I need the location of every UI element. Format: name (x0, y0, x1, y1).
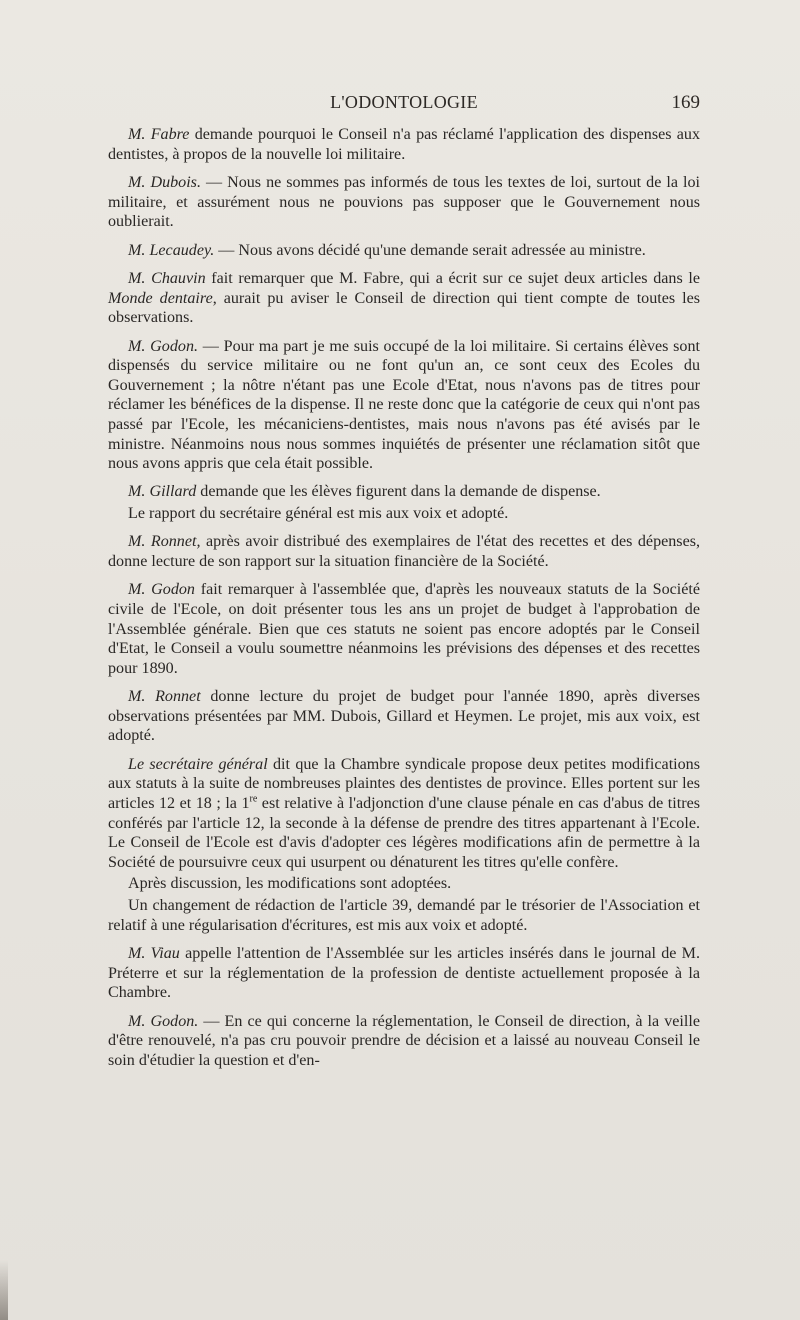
paragraph-text: — En ce qui concerne la réglementation, le Conseil de direction, à la veille d'être renouvelé, n'a pas cru pouvoir prendre de décision et a laissé au nouveau Conseil le soin d'étudier la question et d'en- (108, 1012, 700, 1069)
paragraph-ronnet-1 (108, 532, 700, 571)
paragraph-gillard (108, 482, 700, 502)
speaker-name: M. Fabre (128, 126, 190, 143)
paragraph-text: dit que la Chambre syndicale propose deux petites modifications aux statuts à la suite de nombreuses plaintes des dentistes de province. Elles portent sur les articles 12 et 18 ; la 1 (108, 755, 700, 812)
speaker-name: M. Lecaudey. (128, 241, 215, 259)
superscript: re (249, 793, 258, 805)
paragraph-text: — Pour ma part je me suis occupé de la loi militaire. Si certains élèves sont dispensés du service militaire ou ne font qu'un an, ce sont ceux des Ecoles du Gouvernement ; la nôtre n'étant pas une Ecole d'Etat, nous n'avons pas de titres pour réclamer les bénéfices de la dispense. Il ne reste donc que la catégorie de ceux qui n'ont pas passé par l'Ecole, les mécaniciens-dentistes, mais nous n'avons pas été avisés par le ministre. Néanmoins nous nous sommes inquiétés de présenter une réclamation sitôt que nous avons appris que cela était possible. (108, 337, 700, 473)
paragraph-text: après avoir distribué des exemplaires de l'état des recettes et des dépenses, donne lecture de son rapport sur la situation financière de la Société. (108, 533, 701, 571)
paragraph-text: fait remarquer à l'assemblée que, d'après les nouveaux statuts de la Société civile de l'Ecole, on doit présenter tous les ans un projet de budget à l'approbation de l'Assemblée générale. Bien que ces statuts ne soient pas encore adoptés par le Conseil d'Etat, le Conseil a voulu soumettre néanmoins les prévisions des dépenses et des recettes pour 1890. (108, 581, 700, 677)
speaker-name: M. Godon. (128, 1012, 199, 1030)
speaker-name: M. Godon. (128, 337, 199, 355)
paragraph-fabre (108, 125, 700, 164)
speaker-name: M. Ronnet (128, 688, 201, 706)
paragraph-godon-1 (108, 337, 700, 474)
paragraph-text: Après discussion, les modifications sont adoptées. (128, 875, 452, 893)
speaker-name: M. Chauvin (128, 269, 206, 287)
paragraph-godon-2 (108, 580, 700, 678)
speaker-name: M. Dubois. (128, 173, 201, 191)
paragraph-text: donne lecture du projet de budget pour l'année 1890, après diverses observations présentées par MM. Dubois, Gillard et Heymen. Le projet, mis aux voix, est adopté. (108, 688, 700, 745)
paragraph-dubois (108, 173, 700, 232)
paragraph-text: appelle l'attention de l'Assemblée sur les articles insérés dans le journal de M. Préterre et sur la réglementation de la profession de dentiste actuellement proposée à la Chambre. (108, 944, 700, 1002)
paragraph-rapport (108, 504, 700, 524)
paragraph-text: — Nous ne sommes pas informés de tous les textes de loi, surtout de la loi militaire, et assurément nous ne pouvions pas supposer que le Gouvernement nous oublierait. (108, 173, 700, 231)
paragraph-godon-3 (108, 1012, 700, 1071)
paragraph-ronnet-2 (108, 687, 700, 746)
paragraph-lecaudey (108, 241, 700, 261)
speaker-name: M. Gillard (128, 483, 197, 501)
body-text (108, 125, 700, 1079)
paragraph-text: Un changement de rédaction de l'article 39, demandé par le trésorier de l'Association et relatif à une régularisation d'écritures, est mis aux voix et adopté. (108, 896, 700, 934)
paragraph-secretaire (108, 755, 700, 873)
paragraph-text: — Nous avons décidé qu'une demande serait adressée au ministre. (214, 241, 646, 259)
paragraph-viau (108, 944, 700, 1003)
speaker-name: M. Godon (128, 581, 195, 599)
paragraph-text: fait remarquer que M. Fabre, qui a écrit sur ce sujet deux articles dans le (205, 269, 700, 287)
running-head (108, 92, 700, 116)
page-edge-shadow (0, 1260, 8, 1320)
paragraph-text: , aurait pu aviser le Conseil de direction qui tient compte de toutes les observations. (108, 289, 700, 327)
paragraph-article-39 (108, 896, 700, 935)
speaker-name: M. Viau (128, 944, 180, 962)
speaker-name: M. Ronnet, (128, 533, 201, 551)
paragraph-text: Le rapport du secrétaire général est mis aux voix et adopté. (128, 505, 509, 523)
paragraph-chauvin (108, 269, 700, 328)
journal-title: Monde dentaire (108, 289, 213, 307)
paragraph-text: demande pourquoi le Conseil n'a pas réclamé l'application des dispenses aux dentistes, à propos de la nouvelle loi militaire. (108, 126, 701, 163)
paragraph-text: demande que les élèves figurent dans la demande de dispense. (196, 483, 601, 501)
paragraph-discussion (108, 874, 700, 894)
paragraph-text: est relative à l'adjonction d'une clause pénale en cas d'abus de titres conférés par l'article 12, la seconde à la défense de prendre des titres appartenant à l'Ecole. Le Conseil de l'Ecole est d'avis d'adopter ces légères modifications afin de permettre à la Société de poursuivre ceux qui usurpent ou dénaturent les titres qu'elle confère. (108, 794, 700, 871)
page-number: 169 (671, 92, 700, 113)
speaker-name: Le secrétaire général (128, 755, 268, 773)
running-title: L'ODONTOLOGIE (330, 92, 478, 112)
